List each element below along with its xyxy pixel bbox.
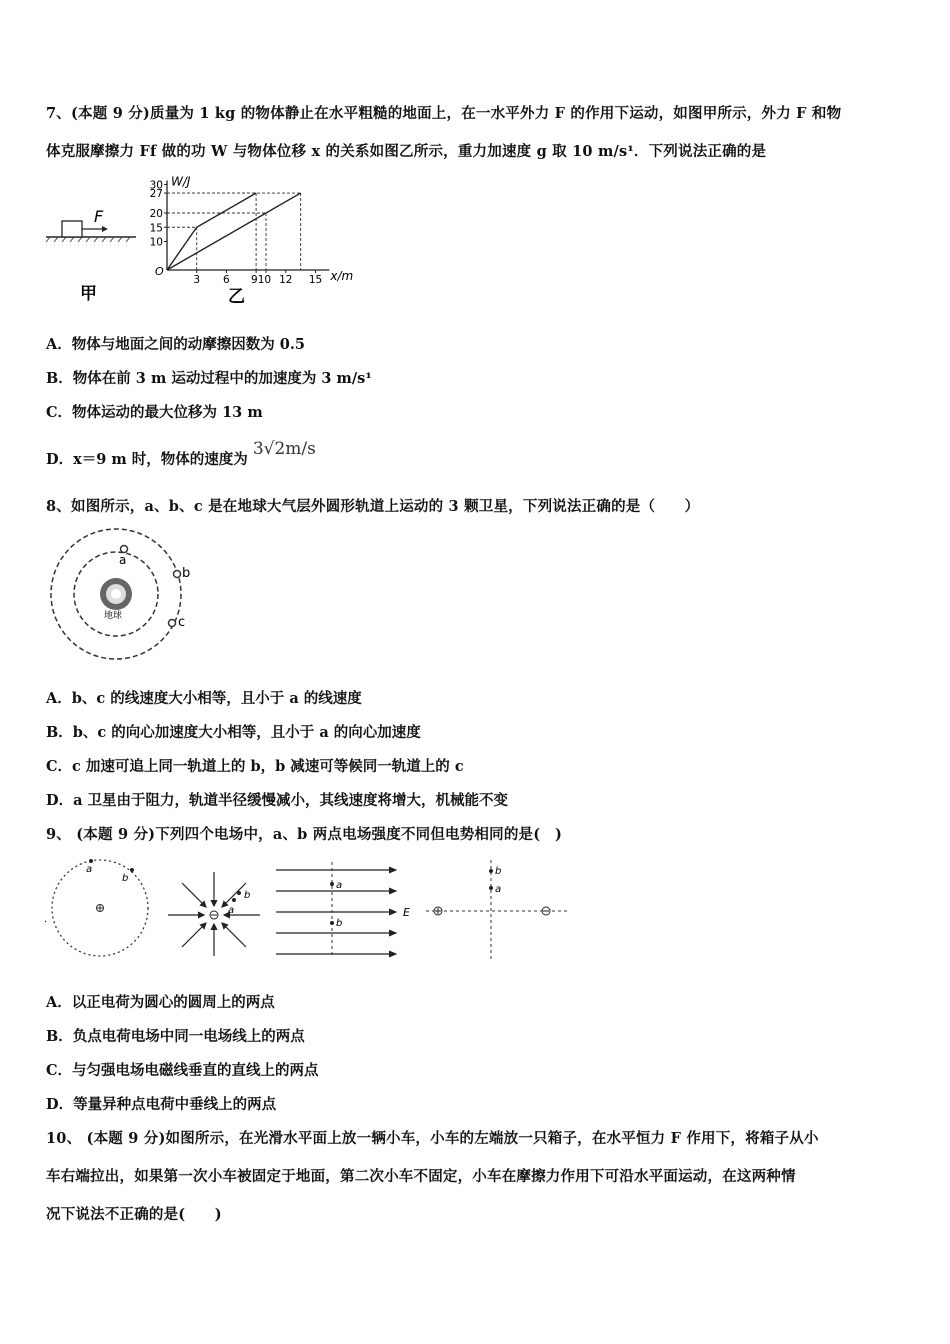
sat-b-label: b <box>182 566 191 581</box>
q7-chart-yi <box>140 172 354 307</box>
y-tick-label: 20 <box>149 208 163 220</box>
q9-option-c: C．与匀强电场电磁线垂直的直线上的两点 <box>46 1062 319 1079</box>
box-block <box>62 221 82 237</box>
q9-fig-uniform-field <box>272 860 422 960</box>
series-line-W_F <box>167 193 256 270</box>
y-tick-label: 10 <box>149 236 163 249</box>
satellite-c-icon <box>169 620 176 627</box>
x-tick-label: 3 <box>193 274 201 286</box>
q9-fig3-b: b <box>336 918 343 929</box>
fig-yi-label: 乙 <box>228 287 245 307</box>
q8-option-a: A．b、c 的线速度大小相等，且小于 a 的线速度 <box>46 690 362 707</box>
q10-stem-line2: 车右端拉出，如果第一次小车被固定于地面，第二次小车不固定，小车在摩擦力作用下可沿水平面运动，在这两种情 <box>46 1168 796 1185</box>
q7-option-a: A．物体与地面之间的动摩擦因数为 0.5 <box>46 336 306 353</box>
q10-stem-line3: 况下说法不正确的是( ) <box>46 1206 222 1223</box>
q8-option-b: B．b、c 的向心加速度大小相等，且小于 a 的向心加速度 <box>46 724 421 741</box>
x-axis-label: x/m <box>330 269 354 283</box>
q7-stem-line2: 体克服摩擦力 Ff 做的功 W 与物体位移 x 的关系如图乙所示，重力加速度 g 取 10 m/s¹．下列说法正确的是 <box>46 143 767 160</box>
y-axis-label: W/J <box>171 174 191 189</box>
x-tick-label: 910 <box>251 274 272 286</box>
q8-option-c: C．c 加速可追上同一轨道上的 b，b 减速可等候同一轨道上的 c <box>46 758 464 775</box>
q7-option-d-value: 3√2m/s <box>252 439 316 459</box>
force-label: F <box>94 207 104 226</box>
x-tick-label: 12 <box>279 274 293 286</box>
sat-a-label: a <box>119 553 127 567</box>
q8-option-d: D．a 卫星由于阻力，轨道半径缓慢减小，其线速度将增大，机械能不变 <box>46 792 509 809</box>
x-tick-label: 6 <box>223 274 230 286</box>
q8-stem: 8、如图所示，a、b、c 是在地球大气层外圆形轨道上运动的 3 颗卫星，下列说法正确的是（ ） <box>46 498 700 515</box>
q9-fig1-a: a <box>86 864 93 875</box>
q7-figure-jia <box>44 200 144 305</box>
y-tick-label: 30 <box>149 179 163 192</box>
fig-jia-label: 甲 <box>80 284 97 304</box>
q7-option-c: C．物体运动的最大位移为 13 m <box>46 404 263 421</box>
q9-fig2-b: b <box>244 890 251 901</box>
q9-fig-negative-charge <box>164 870 264 960</box>
q9-stem: 9、 (本题 9 分)下列四个电场中，a、b 两点电场强度不同但电势相同的是( ) <box>46 826 563 843</box>
q9-fig2-a: a <box>228 905 235 916</box>
q7-option-d <box>46 439 316 469</box>
q7-option-b: B．物体在前 3 m 运动过程中的加速度为 3 m/s¹ <box>46 370 372 387</box>
q9-fig4-b: b <box>495 866 502 877</box>
satellite-a-icon <box>121 546 128 553</box>
q9-fig3-E: E <box>403 906 410 919</box>
q9-fig3-a: a <box>336 880 343 891</box>
q9-fig1-b: b <box>122 873 129 884</box>
svg-text:.: . <box>44 914 48 925</box>
q7-stem-line1: 7、(本题 9 分)质量为 1 kg 的物体静止在水平粗糙的地面上，在一水平外力 F 的作用下运动，如图甲所示，外力 F 和物 <box>46 105 842 122</box>
origin-label: O <box>155 265 164 278</box>
y-tick-label: 15 <box>149 222 163 235</box>
q9-option-d: D．等量异种点电荷中垂线上的两点 <box>46 1096 277 1113</box>
y-tick-label: 27 <box>149 188 163 201</box>
q9-fig-positive-circle <box>44 855 159 965</box>
q10-stem-line1: 10、 (本题 9 分)如图所示，在光滑水平面上放一辆小车，小车的左端放一只箱子，在水平恒力 F 作用下，将箱子从小 <box>46 1130 819 1147</box>
q9-option-b: B．负点电荷电场中同一电场线上的两点 <box>46 1028 305 1045</box>
sat-c-label: c <box>178 615 186 630</box>
earth-label: 地球 <box>104 611 123 621</box>
x-tick-label: 15 <box>308 274 323 286</box>
q9-option-a: A．以正电荷为圆心的圆周上的两点 <box>46 994 275 1011</box>
series-line-W_Ff <box>167 193 301 270</box>
q9-fig-dipole <box>422 858 572 963</box>
q7-option-d-text: D．x＝9 m 时，物体的速度为 <box>46 451 248 468</box>
q9-fig4-a: a <box>495 884 502 895</box>
satellite-b-icon <box>174 571 181 578</box>
q8-orbit-figure <box>44 527 204 667</box>
